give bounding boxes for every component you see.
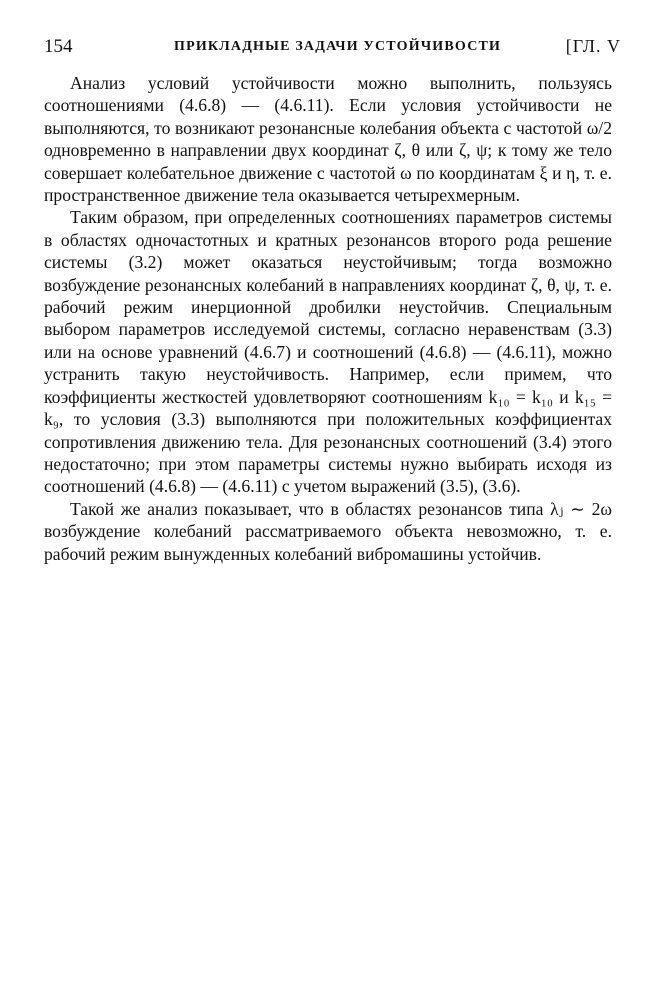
- running-title: ПРИКЛАДНЫЕ ЗАДАЧИ УСТОЙЧИВОСТИ: [174, 39, 502, 54]
- paragraph-3: Такой же анализ показывает, что в областях резонансов типа λⱼ ∼ 2ω возбуждение колебаний рассматриваемого объекта невозможно, т. е. рабочий режим вынужденных колебаний вибромашины устойчив.: [44, 498, 612, 564]
- page-number: 154: [44, 36, 73, 57]
- page-header: [44, 36, 621, 66]
- chapter-label: [ГЛ. V: [565, 36, 621, 56]
- paragraph-1: Анализ условий устойчивости можно выполнить, пользуясь соотношениями (4.6.8) — (4.6.11). Если условия устойчивости не выполняются, то возникают резонансные колебания объекта с частотой ω/2 одновременно в направлении двух координат ζ, θ или ζ, ψ; к тому же тело совершает колебательное движение с частотой ω по координатам ξ и η, т. е. пространственное движение тела оказывается четырехмерным.: [44, 73, 612, 206]
- paragraph-2: Таким образом, при определенных соотношениях параметров системы в областях одночастотных и кратных резонансов второго рода решение системы (3.2) может оказаться неустойчивым; тогда возможно возбуждение резонансных колебаний в направлениях координат ζ, θ, ψ, т. е. рабочий режим инерционной дробилки неустойчив. Специальным выбором параметров исследуемой системы, согласно неравенствам (3.3) или на основе уравнений (4.6.7) и соотношений (4.6.8) — (4.6.11), можно устранить такую неустойчивость. Например, если примем, что коэффициенты жесткостей удовлетворяют соотношениям k₁₀ = k₁₀ и k₁₅ = k₉, то условия (3.3) выполняются при положительных коэффициентах сопротивления движению тела. Для резонансных соотношений (3.4) этого недостаточно; при этом параметры системы нужно выбирать исходя из соотношений (4.6.8) — (4.6.11) с учетом выражений (3.5), (3.6).: [44, 207, 612, 497]
- text-body: [44, 72, 612, 565]
